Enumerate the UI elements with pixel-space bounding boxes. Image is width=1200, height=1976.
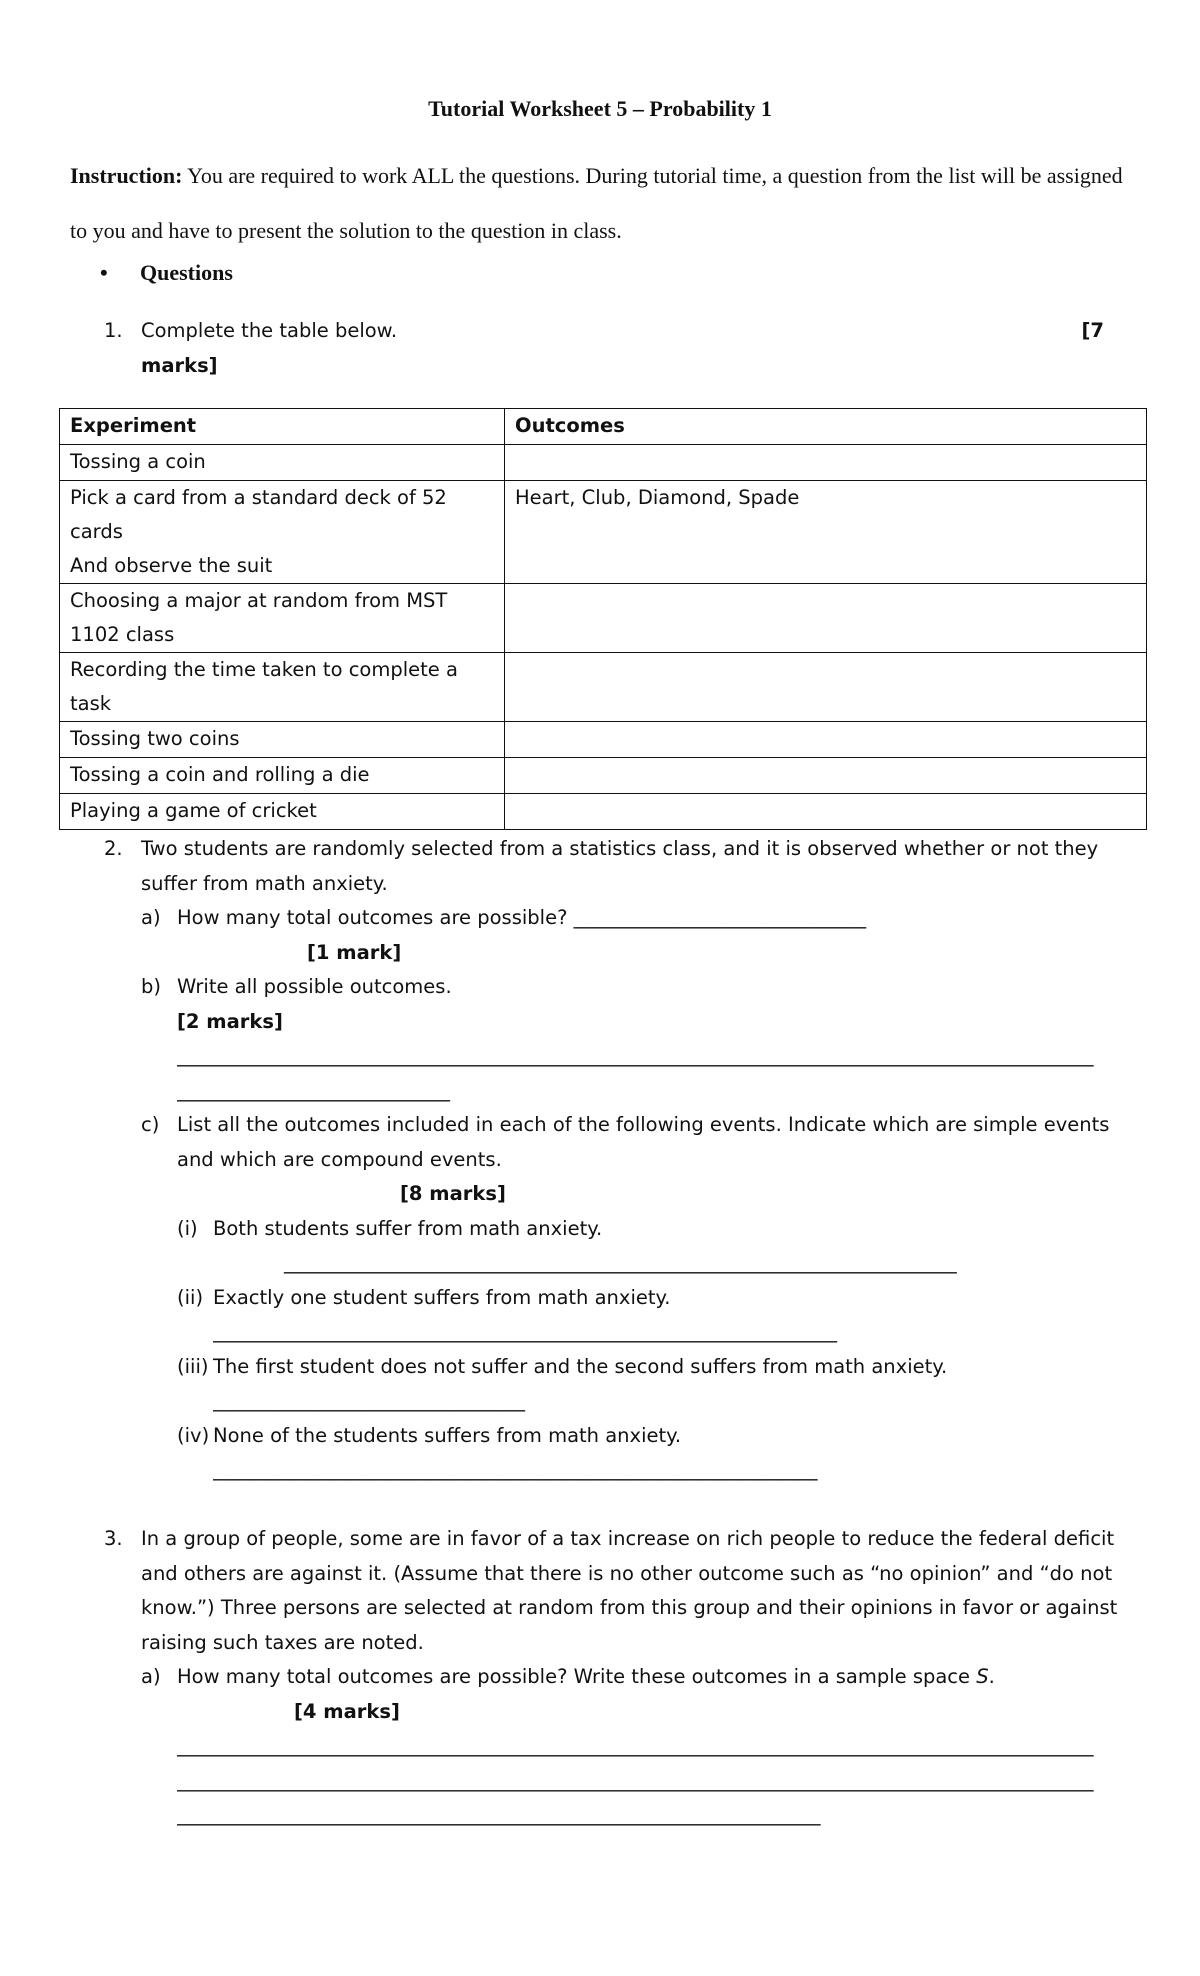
question-text: In a group of people, some are in favor of a tax increase on rich people to reduce the federal deficit xyxy=(141,1527,1115,1550)
answer-blank[interactable]: __________________________________________________________________ xyxy=(177,1803,821,1826)
question-2a xyxy=(141,901,1134,970)
table-row xyxy=(60,653,1147,722)
part-text: List all the outcomes included in each of the following events. Indicate which are simple events xyxy=(177,1113,1110,1136)
cell-line: Choosing a major at random from MST xyxy=(70,589,448,612)
instruction-text: You are required to work ALL the questions. During tutorial time, a question from the list will be assigned to you and have to present the solution to the question in class. xyxy=(70,163,1123,243)
answer-blank[interactable]: ______________________________________________________________ xyxy=(213,1458,818,1481)
question-3a xyxy=(141,1660,1134,1833)
table-cell-outcome[interactable] xyxy=(505,758,1147,794)
question-2b xyxy=(141,970,1134,1108)
cell-line: Tossing a coin and rolling a die xyxy=(70,763,370,786)
question-text: Complete the table below. xyxy=(141,319,398,342)
part-text: How many total outcomes are possible? xyxy=(177,906,568,929)
item-label: (ii) xyxy=(177,1285,204,1309)
event-item xyxy=(177,1350,1134,1419)
answer-blank[interactable]: ____________________________ xyxy=(177,1078,450,1102)
marks-label: [2 marks] xyxy=(177,1009,283,1033)
part-label: c) xyxy=(141,1113,160,1136)
part-label: b) xyxy=(141,975,161,998)
questions-heading xyxy=(100,260,233,286)
item-text: Exactly one student suffers from math anxiety. xyxy=(213,1285,671,1309)
question-text: know.”) Three persons are selected at random from this group and their opinions in favor or against xyxy=(141,1596,1118,1619)
part-text: How many total outcomes are possible? Write these outcomes in a sample space xyxy=(177,1665,977,1688)
questions-heading-label: Questions xyxy=(140,260,233,285)
item-text: None of the students suffers from math anxiety. xyxy=(213,1423,682,1447)
sample-space-variable: S xyxy=(976,1665,989,1688)
item-label: (iii) xyxy=(177,1354,209,1378)
cell-line: cards xyxy=(70,520,123,543)
cell-line: Tossing a coin xyxy=(70,450,206,473)
question-text: raising such taxes are noted. xyxy=(141,1630,424,1654)
question-number: 2. xyxy=(104,837,123,860)
table-cell-outcome: Heart, Club, Diamond, Spade xyxy=(505,481,1147,584)
part-text: and which are compound events. xyxy=(177,1147,502,1171)
question-text: suffer from math anxiety. xyxy=(141,871,388,895)
marks-label: [7 xyxy=(1081,319,1104,342)
table-header-row xyxy=(60,409,1147,445)
item-text: Both students suffer from math anxiety. xyxy=(213,1216,603,1240)
question-text: and others are against it. (Assume that there is no other outcome such as “no opinion” and “do not xyxy=(141,1561,1113,1585)
table-row xyxy=(60,445,1147,481)
table-cell-experiment xyxy=(60,584,505,653)
answer-blank[interactable]: ______________________________ xyxy=(573,906,867,929)
bullet-icon: • xyxy=(100,260,108,285)
marks-label-continued: marks] xyxy=(141,353,218,377)
cell-line: 1102 class xyxy=(70,623,175,646)
table-cell-outcome[interactable] xyxy=(505,584,1147,653)
instruction-paragraph xyxy=(70,148,1140,258)
marks-label: [8 marks] xyxy=(400,1182,506,1205)
answer-blank[interactable]: ______________________________________________________________________________________________ xyxy=(177,1044,1094,1067)
question-2c xyxy=(141,1108,1134,1488)
table-header: Experiment xyxy=(60,409,505,445)
table-row xyxy=(60,758,1147,794)
table-cell-outcome[interactable] xyxy=(505,722,1147,758)
table-cell-experiment xyxy=(60,722,505,758)
table-cell-experiment xyxy=(60,758,505,794)
question-3 xyxy=(104,1522,1134,1833)
question-text: Two students are randomly selected from a statistics class, and it is observed whether or not they xyxy=(141,837,1099,860)
part-text: Write all possible outcomes. xyxy=(177,975,452,998)
answer-blank[interactable]: ________________________________________________________________ xyxy=(213,1320,837,1343)
table-cell-experiment xyxy=(60,481,505,584)
table-row xyxy=(60,481,1147,584)
cell-line: Playing a game of cricket xyxy=(70,799,317,822)
experiment-outcomes-table xyxy=(59,408,1147,830)
table-cell-experiment xyxy=(60,794,505,830)
item-text: The first student does not suffer and the second suffers from math anxiety. xyxy=(213,1354,948,1378)
table-row xyxy=(60,722,1147,758)
event-item xyxy=(177,1281,1134,1350)
item-label: (iv) xyxy=(177,1423,210,1447)
marks-label: [1 mark] xyxy=(307,940,402,964)
worksheet-title: Tutorial Worksheet 5 – Probability 1 xyxy=(428,96,772,121)
answer-blank[interactable]: ______________________________________________________________________________________________ xyxy=(177,1734,1094,1757)
table-cell-outcome[interactable] xyxy=(505,445,1147,481)
marks-label: [4 marks] xyxy=(294,1699,400,1723)
cell-line: Recording the time taken to complete a xyxy=(70,658,458,681)
question-2 xyxy=(104,832,1134,1488)
table-cell-outcome[interactable] xyxy=(505,653,1147,722)
question-number: 3. xyxy=(104,1527,123,1550)
question-1 xyxy=(104,314,1104,383)
table-header: Outcomes xyxy=(505,409,1147,445)
table-cell-experiment xyxy=(60,445,505,481)
question-number: 1. xyxy=(104,319,123,342)
cell-line: Pick a card from a standard deck of 52 xyxy=(70,486,447,509)
part-label: a) xyxy=(141,906,161,929)
table-cell-outcome[interactable] xyxy=(505,794,1147,830)
table-row xyxy=(60,584,1147,653)
answer-blank[interactable]: ______________________________________________________________________________________________ xyxy=(177,1768,1094,1792)
item-label: (i) xyxy=(177,1216,198,1240)
event-item xyxy=(177,1212,1134,1281)
table-cell-experiment xyxy=(60,653,505,722)
answer-blank[interactable]: ________________________________ xyxy=(213,1389,525,1412)
event-item xyxy=(177,1419,1134,1488)
part-label: a) xyxy=(141,1665,161,1688)
cell-line: task xyxy=(70,692,112,715)
cell-line: Tossing two coins xyxy=(70,727,240,750)
instruction-label: Instruction: xyxy=(70,163,183,188)
cell-line: And observe the suit xyxy=(70,554,273,577)
table-row xyxy=(60,794,1147,830)
part-text-end: . xyxy=(988,1665,995,1688)
answer-blank[interactable]: _____________________________________________________________________ xyxy=(284,1251,957,1274)
